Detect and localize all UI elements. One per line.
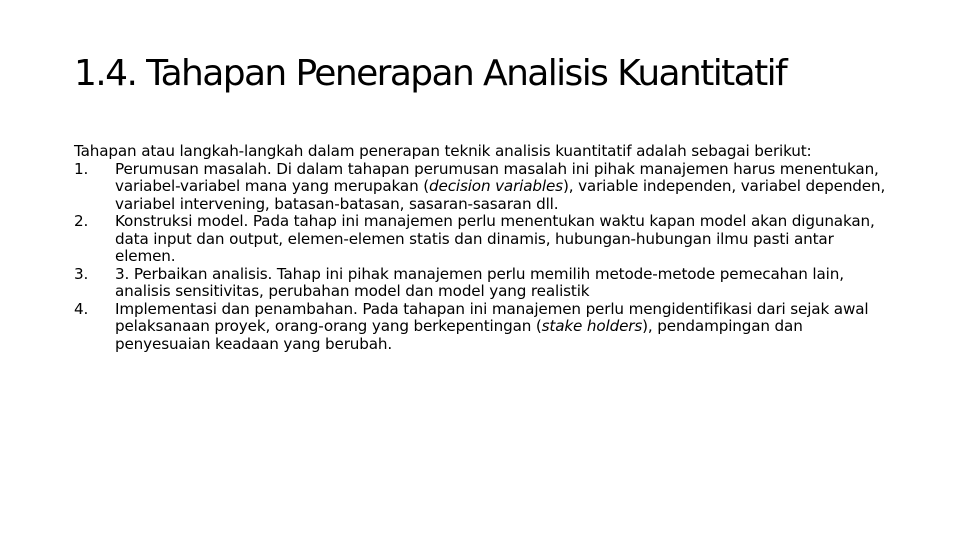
slide-body	[74, 143, 894, 353]
step-emphasis: stake holders	[541, 317, 643, 335]
step-text: Perumusan masalah. Di dalam tahapan perumusan masalah ini pihak manajemen harus menentukan, variabel-variabel mana yang merupakan (	[115, 159, 879, 195]
step-item-1	[74, 161, 894, 214]
step-emphasis: decision variables	[429, 177, 563, 195]
step-text: Konstruksi model. Pada tahap ini manajemen perlu menentukan waktu kapan model akan digunakan, data input dan output, elemen-elemen statis dan dinamis, hubungan-hubungan ilmu pasti antar elemen.	[115, 212, 875, 265]
step-text-after: ), variable independen, variabel dependen, variabel intervening, batasan-batasan, sasaran-sasaran dll.	[115, 177, 886, 213]
slide-title: 1.4. Tahapan Penerapan Analisis Kuantitatif	[74, 53, 787, 94]
step-text: 3. Perbaikan analisis. Tahap ini pihak manajemen perlu memilih metode-metode pemecahan lain, analisis sensitivitas, perubahan model dan model yang realistik	[115, 264, 844, 300]
step-text-after: ), pendampingan dan penyesuaian keadaan yang berubah.	[115, 317, 803, 353]
step-number: 1.	[74, 159, 89, 178]
step-number: 4.	[74, 299, 89, 318]
intro-paragraph: Tahapan atau langkah-langkah dalam penerapan teknik analisis kuantitatif adalah sebagai berikut:	[74, 142, 812, 160]
step-number: 3.	[74, 264, 89, 283]
step-number: 2.	[74, 212, 89, 230]
step-item-3	[74, 266, 894, 301]
step-item-4	[74, 301, 894, 354]
step-item-2	[74, 213, 894, 266]
steps-list	[74, 161, 894, 354]
step-text: Implementasi dan penambahan. Pada tahapan ini manajemen perlu mengidentifikasi dari sejak awal pelaksanaan proyek, orang-orang yang berkepentingan (	[115, 299, 869, 335]
